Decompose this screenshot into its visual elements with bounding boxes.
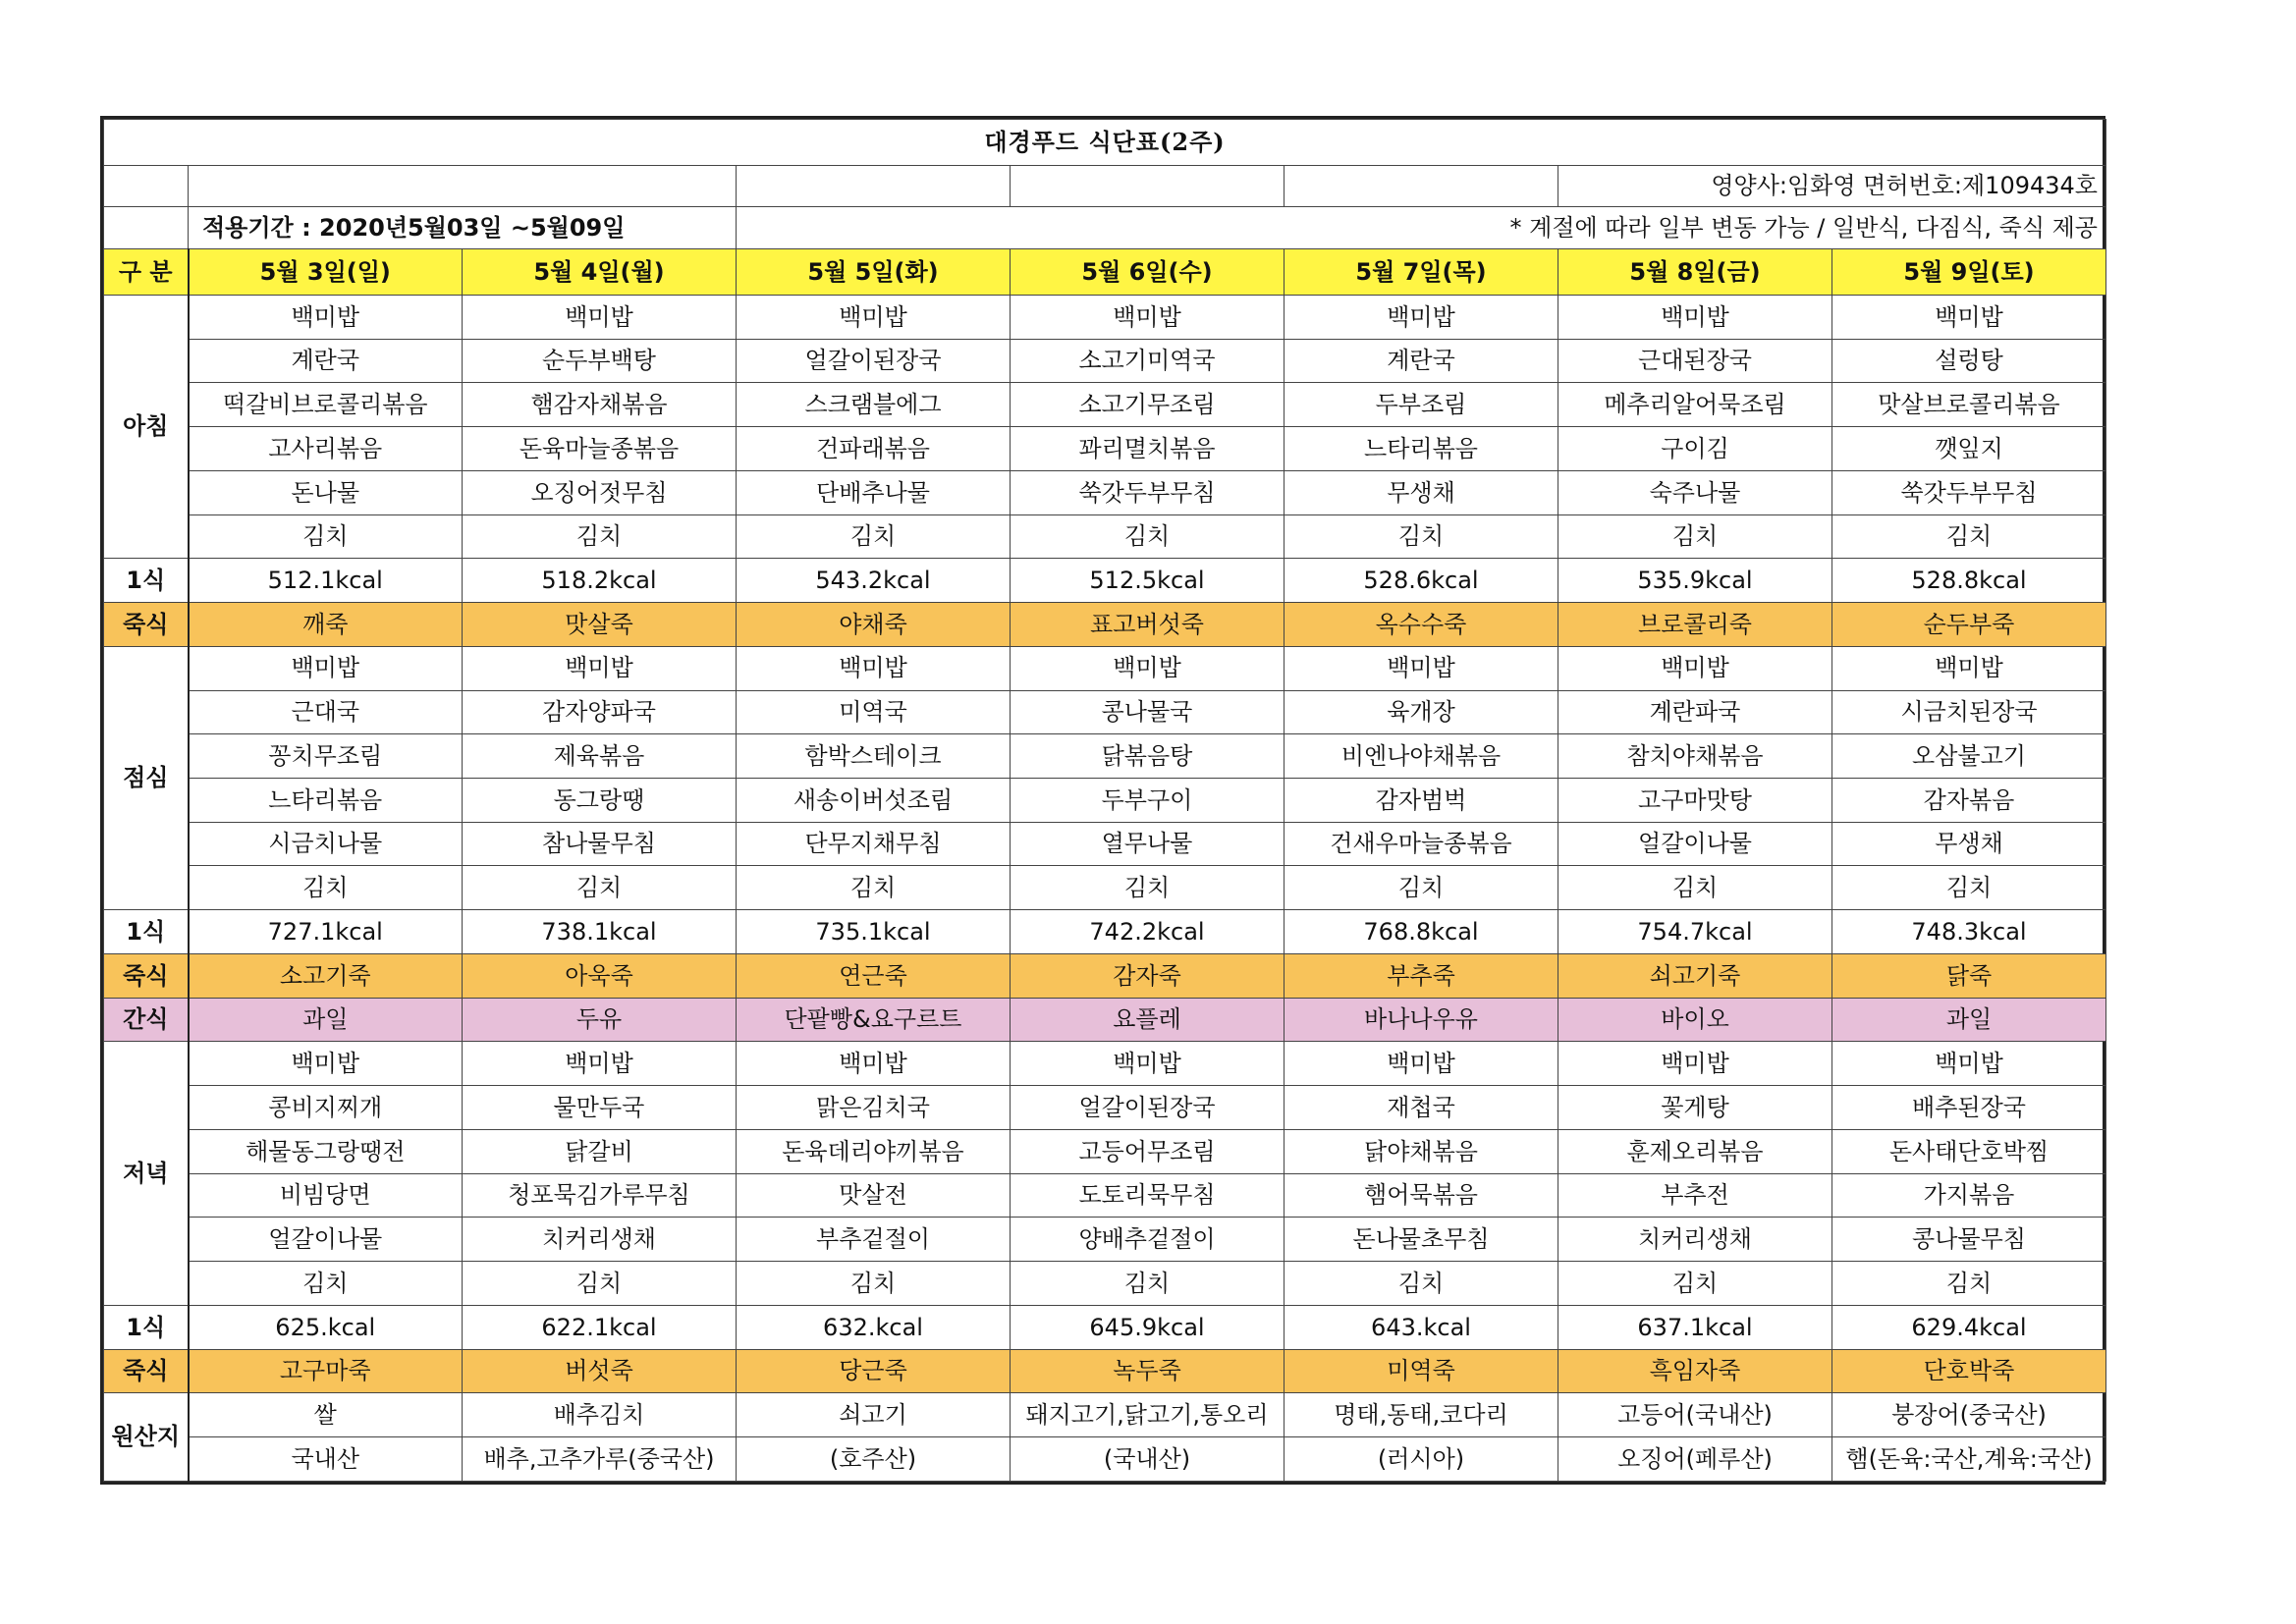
lunch-menu-row <box>104 822 2106 866</box>
menu-item: 김치 <box>189 866 463 910</box>
menu-item: 참나물무침 <box>463 822 737 866</box>
menu-item: 맑은김치국 <box>737 1086 1011 1130</box>
porridge-item: 녹두죽 <box>1011 1349 1285 1393</box>
snack-item: 바이오 <box>1558 998 1832 1042</box>
menu-item: 얼갈이나물 <box>189 1218 463 1262</box>
menu-item: 함박스테이크 <box>737 734 1011 779</box>
menu-item: 닭갈비 <box>463 1129 737 1173</box>
origin-item: 고등어(국내산) <box>1558 1393 1832 1437</box>
origin-item: (호주산) <box>737 1437 1011 1482</box>
menu-item: 김치 <box>1558 1262 1832 1306</box>
menu-item: 청포묵김가루무침 <box>463 1173 737 1218</box>
menu-item: 두부조림 <box>1285 383 1558 427</box>
origin-row <box>104 1393 2106 1437</box>
menu-item: 김치 <box>1011 514 1285 559</box>
menu-item: 김치 <box>737 1262 1011 1306</box>
menu-item: 돈사태단호박찜 <box>1832 1129 2106 1173</box>
snack-item: 과일 <box>1832 998 2106 1042</box>
blank-cell <box>737 165 1011 207</box>
menu-item: 열무나물 <box>1011 822 1285 866</box>
menu-item: 숙주나물 <box>1558 470 1832 514</box>
kcal-label: 1식 <box>104 910 189 954</box>
kcal-value: 645.9kcal <box>1011 1305 1285 1349</box>
menu-item: 백미밥 <box>737 646 1011 690</box>
menu-item: 백미밥 <box>1285 646 1558 690</box>
porridge-item: 소고기죽 <box>189 953 463 998</box>
kcal-value: 768.8kcal <box>1285 910 1558 954</box>
lunch-menu-row <box>104 779 2106 823</box>
dinner-menu-row <box>104 1218 2106 1262</box>
kcal-value: 754.7kcal <box>1558 910 1832 954</box>
menu-item: 치커리생채 <box>463 1218 737 1262</box>
lunch-porridge-row <box>104 953 2106 998</box>
kcal-value: 738.1kcal <box>463 910 737 954</box>
menu-item: 물만두국 <box>463 1086 737 1130</box>
menu-item: 쑥갓두부무침 <box>1011 470 1285 514</box>
kcal-value: 543.2kcal <box>737 559 1011 603</box>
lunch-label: 점심 <box>104 646 189 909</box>
menu-item: 백미밥 <box>463 646 737 690</box>
snack-item: 요플레 <box>1011 998 1285 1042</box>
lunch-menu-row <box>104 690 2106 734</box>
menu-item: 백미밥 <box>1558 646 1832 690</box>
lunch-menu-row <box>104 866 2106 910</box>
kcal-value: 748.3kcal <box>1832 910 2106 954</box>
blank-cell <box>1011 165 1285 207</box>
snack-label: 간식 <box>104 998 189 1042</box>
period-text: 적용기간 : 2020년5월03일 ~5월09일 <box>189 207 737 249</box>
breakfast-menu-row <box>104 295 2106 339</box>
blank-cell <box>1285 165 1558 207</box>
menu-item: 양배추겉절이 <box>1011 1218 1285 1262</box>
kcal-label: 1식 <box>104 1305 189 1349</box>
dinner-kcal-row <box>104 1305 2106 1349</box>
menu-item: 감자범벅 <box>1285 779 1558 823</box>
kcal-value: 535.9kcal <box>1558 559 1832 603</box>
menu-item: 돈나물초무침 <box>1285 1218 1558 1262</box>
menu-item: 백미밥 <box>189 1042 463 1086</box>
kcal-value: 637.1kcal <box>1558 1305 1832 1349</box>
origin-item: 배추,고추가루(중국산) <box>463 1437 737 1482</box>
breakfast-menu-row <box>104 339 2106 383</box>
page-title: 대경푸드 식단표(2주) <box>104 120 2106 166</box>
menu-item: 백미밥 <box>1011 295 1285 339</box>
nutritionist-info: 영양사:임화영 면허번호:제109434호 <box>1558 165 2106 207</box>
menu-item: 제육볶음 <box>463 734 737 779</box>
menu-item: 훈제오리볶음 <box>1558 1129 1832 1173</box>
breakfast-menu-row <box>104 470 2106 514</box>
menu-item: 백미밥 <box>1832 1042 2106 1086</box>
porridge-item: 깨죽 <box>189 603 463 647</box>
lunch-menu-row <box>104 734 2106 779</box>
menu-item: 설렁탕 <box>1832 339 2106 383</box>
menu-item: 김치 <box>1832 1262 2106 1306</box>
menu-item: 김치 <box>463 1262 737 1306</box>
menu-item: 김치 <box>1558 866 1832 910</box>
breakfast-menu-row <box>104 427 2106 471</box>
menu-item: 비엔나야채볶음 <box>1285 734 1558 779</box>
porridge-item: 표고버섯죽 <box>1011 603 1285 647</box>
menu-item: 김치 <box>189 514 463 559</box>
porridge-item: 부추죽 <box>1285 953 1558 998</box>
porridge-item: 순두부죽 <box>1832 603 2106 647</box>
snack-item: 과일 <box>189 998 463 1042</box>
menu-item: 백미밥 <box>1558 295 1832 339</box>
kcal-value: 622.1kcal <box>463 1305 737 1349</box>
porridge-label: 죽식 <box>104 953 189 998</box>
origin-item: 돼지고기,닭고기,통오리 <box>1011 1393 1285 1437</box>
menu-item: 계란국 <box>189 339 463 383</box>
dinner-menu-row <box>104 1042 2106 1086</box>
porridge-item: 버섯죽 <box>463 1349 737 1393</box>
menu-item: 콩나물국 <box>1011 690 1285 734</box>
menu-item: 해물동그랑땡전 <box>189 1129 463 1173</box>
menu-item: 돈나물 <box>189 470 463 514</box>
header-label: 구 분 <box>104 249 189 296</box>
origin-item: 쌀 <box>189 1393 463 1437</box>
menu-item: 맛살브로콜리볶음 <box>1832 383 2106 427</box>
menu-item: 동그랑땡 <box>463 779 737 823</box>
lunch-kcal-row <box>104 910 2106 954</box>
menu-item: 백미밥 <box>1011 1042 1285 1086</box>
origin-item: 오징어(페루산) <box>1558 1437 1832 1482</box>
menu-item: 햄감자채볶음 <box>463 383 737 427</box>
menu-item: 순두부백탕 <box>463 339 737 383</box>
menu-item: 가지볶음 <box>1832 1173 2106 1218</box>
menu-item: 얼갈이나물 <box>1558 822 1832 866</box>
menu-item: 근대된장국 <box>1558 339 1832 383</box>
menu-item: 김치 <box>737 514 1011 559</box>
dinner-porridge-row <box>104 1349 2106 1393</box>
menu-item: 백미밥 <box>1832 295 2106 339</box>
menu-item: 쑥갓두부무침 <box>1832 470 2106 514</box>
menu-item: 계란파국 <box>1558 690 1832 734</box>
lunch-menu-row <box>104 646 2106 690</box>
origin-item: 붕장어(중국산) <box>1832 1393 2106 1437</box>
porridge-label: 죽식 <box>104 1349 189 1393</box>
menu-item: 김치 <box>463 866 737 910</box>
porridge-item: 닭죽 <box>1832 953 2106 998</box>
menu-item: 치커리생채 <box>1558 1218 1832 1262</box>
origin-item: (국내산) <box>1011 1437 1285 1482</box>
kcal-value: 735.1kcal <box>737 910 1011 954</box>
menu-item: 느타리볶음 <box>1285 427 1558 471</box>
dinner-label: 저녁 <box>104 1042 189 1305</box>
kcal-value: 632.kcal <box>737 1305 1011 1349</box>
snack-item: 단팥빵&요구르트 <box>737 998 1011 1042</box>
menu-item: 김치 <box>1832 514 2106 559</box>
menu-item: 근대국 <box>189 690 463 734</box>
menu-item: 단무지채무침 <box>737 822 1011 866</box>
dinner-menu-row <box>104 1129 2106 1173</box>
menu-item: 돈육데리야끼볶음 <box>737 1129 1011 1173</box>
menu-item: 도토리묵무침 <box>1011 1173 1285 1218</box>
day-header: 5월 6일(수) <box>1011 249 1285 296</box>
menu-item: 백미밥 <box>463 295 737 339</box>
menu-item: 육개장 <box>1285 690 1558 734</box>
snack-row <box>104 998 2106 1042</box>
menu-note: * 계절에 따라 일부 변동 가능 / 일반식, 다짐식, 죽식 제공 <box>737 207 2106 249</box>
menu-item: 백미밥 <box>737 295 1011 339</box>
menu-item: 무생채 <box>1285 470 1558 514</box>
menu-item: 김치 <box>1285 514 1558 559</box>
blank-cell <box>104 207 189 249</box>
day-header-row <box>104 249 2106 296</box>
menu-item: 백미밥 <box>1285 295 1558 339</box>
porridge-item: 옥수수죽 <box>1285 603 1558 647</box>
menu-item: 새송이버섯조림 <box>737 779 1011 823</box>
menu-item: 돈육마늘종볶음 <box>463 427 737 471</box>
menu-item: 부추겉절이 <box>737 1218 1011 1262</box>
porridge-item: 감자죽 <box>1011 953 1285 998</box>
menu-item: 콩나물무침 <box>1832 1218 2106 1262</box>
menu-item: 고등어무조림 <box>1011 1129 1285 1173</box>
day-header: 5월 7일(목) <box>1285 249 1558 296</box>
origin-item: 햄(돈육:국산,계육:국산) <box>1832 1437 2106 1482</box>
menu-item: 김치 <box>1285 866 1558 910</box>
menu-item: 건파래볶음 <box>737 427 1011 471</box>
dinner-menu-row <box>104 1086 2106 1130</box>
porridge-item: 야채죽 <box>737 603 1011 647</box>
menu-item: 꽈리멸치볶음 <box>1011 427 1285 471</box>
breakfast-porridge-row <box>104 603 2106 647</box>
menu-item: 건새우마늘종볶음 <box>1285 822 1558 866</box>
menu-item: 시금치나물 <box>189 822 463 866</box>
porridge-item: 쇠고기죽 <box>1558 953 1832 998</box>
porridge-item: 미역죽 <box>1285 1349 1558 1393</box>
dinner-menu-row <box>104 1173 2106 1218</box>
porridge-label: 죽식 <box>104 603 189 647</box>
menu-table <box>103 119 2106 1482</box>
menu-item: 떡갈비브로콜리볶음 <box>189 383 463 427</box>
menu-item: 참치야채볶음 <box>1558 734 1832 779</box>
snack-item: 두유 <box>463 998 737 1042</box>
menu-item: 소고기미역국 <box>1011 339 1285 383</box>
breakfast-kcal-row <box>104 559 2106 603</box>
blank-cell <box>104 165 189 207</box>
menu-item: 시금치된장국 <box>1832 690 2106 734</box>
menu-item: 김치 <box>1832 866 2106 910</box>
porridge-item: 당근죽 <box>737 1349 1011 1393</box>
day-header: 5월 3일(일) <box>189 249 463 296</box>
menu-item: 김치 <box>463 514 737 559</box>
origin-row <box>104 1437 2106 1482</box>
menu-item: 백미밥 <box>1832 646 2106 690</box>
menu-item: 맛살전 <box>737 1173 1011 1218</box>
origin-item: 배추김치 <box>463 1393 737 1437</box>
porridge-item: 고구마죽 <box>189 1349 463 1393</box>
menu-item: 계란국 <box>1285 339 1558 383</box>
day-header: 5월 8일(금) <box>1558 249 1832 296</box>
menu-item: 닭볶음탕 <box>1011 734 1285 779</box>
menu-item: 백미밥 <box>1011 646 1285 690</box>
menu-item: 무생채 <box>1832 822 2106 866</box>
menu-item: 백미밥 <box>189 295 463 339</box>
menu-sheet <box>100 116 2105 1485</box>
menu-item: 꽃게탕 <box>1558 1086 1832 1130</box>
kcal-value: 643.kcal <box>1285 1305 1558 1349</box>
menu-item: 김치 <box>189 1262 463 1306</box>
kcal-value: 528.6kcal <box>1285 559 1558 603</box>
kcal-value: 512.5kcal <box>1011 559 1285 603</box>
dinner-menu-row <box>104 1262 2106 1306</box>
menu-item: 김치 <box>737 866 1011 910</box>
breakfast-menu-row <box>104 514 2106 559</box>
menu-item: 백미밥 <box>189 646 463 690</box>
menu-item: 스크램블에그 <box>737 383 1011 427</box>
kcal-label: 1식 <box>104 559 189 603</box>
menu-item: 구이김 <box>1558 427 1832 471</box>
menu-item: 단배추나물 <box>737 470 1011 514</box>
menu-item: 얼갈이된장국 <box>1011 1086 1285 1130</box>
day-header: 5월 4일(월) <box>463 249 737 296</box>
menu-item: 김치 <box>1558 514 1832 559</box>
menu-item: 김치 <box>1011 1262 1285 1306</box>
kcal-value: 727.1kcal <box>189 910 463 954</box>
menu-item: 백미밥 <box>463 1042 737 1086</box>
menu-item: 오징어젓무침 <box>463 470 737 514</box>
menu-item: 비빔당면 <box>189 1173 463 1218</box>
day-header: 5월 9일(토) <box>1832 249 2106 296</box>
menu-item: 감자볶음 <box>1832 779 2106 823</box>
menu-item: 김치 <box>1011 866 1285 910</box>
menu-item: 고사리볶음 <box>189 427 463 471</box>
kcal-value: 528.8kcal <box>1832 559 2106 603</box>
snack-item: 바나나우유 <box>1285 998 1558 1042</box>
menu-item: 김치 <box>1285 1262 1558 1306</box>
menu-item: 백미밥 <box>1558 1042 1832 1086</box>
menu-item: 백미밥 <box>1285 1042 1558 1086</box>
menu-item: 깻잎지 <box>1832 427 2106 471</box>
kcal-value: 512.1kcal <box>189 559 463 603</box>
origin-item: 쇠고기 <box>737 1393 1011 1437</box>
porridge-item: 맛살죽 <box>463 603 737 647</box>
origin-item: (러시아) <box>1285 1437 1558 1482</box>
day-header: 5월 5일(화) <box>737 249 1011 296</box>
menu-item: 닭야채볶음 <box>1285 1129 1558 1173</box>
breakfast-menu-row <box>104 383 2106 427</box>
menu-item: 감자양파국 <box>463 690 737 734</box>
menu-item: 재첩국 <box>1285 1086 1558 1130</box>
blank-cell <box>189 165 737 207</box>
kcal-value: 625.kcal <box>189 1305 463 1349</box>
menu-item: 꽁치무조림 <box>189 734 463 779</box>
menu-item: 느타리볶음 <box>189 779 463 823</box>
origin-item: 명태,동태,코다리 <box>1285 1393 1558 1437</box>
menu-item: 미역국 <box>737 690 1011 734</box>
menu-item: 햄어묵볶음 <box>1285 1173 1558 1218</box>
menu-item: 두부구이 <box>1011 779 1285 823</box>
porridge-item: 브로콜리죽 <box>1558 603 1832 647</box>
porridge-item: 단호박죽 <box>1832 1349 2106 1393</box>
menu-item: 부추전 <box>1558 1173 1832 1218</box>
kcal-value: 742.2kcal <box>1011 910 1285 954</box>
porridge-item: 연근죽 <box>737 953 1011 998</box>
menu-item: 소고기무조림 <box>1011 383 1285 427</box>
kcal-value: 629.4kcal <box>1832 1305 2106 1349</box>
menu-item: 메추리알어묵조림 <box>1558 383 1832 427</box>
origin-label: 원산지 <box>104 1393 189 1482</box>
menu-item: 얼갈이된장국 <box>737 339 1011 383</box>
menu-item: 오삼불고기 <box>1832 734 2106 779</box>
breakfast-label: 아침 <box>104 295 189 558</box>
porridge-item: 아욱죽 <box>463 953 737 998</box>
menu-item: 고구마맛탕 <box>1558 779 1832 823</box>
menu-item: 배추된장국 <box>1832 1086 2106 1130</box>
porridge-item: 흑임자죽 <box>1558 1349 1832 1393</box>
menu-item: 백미밥 <box>737 1042 1011 1086</box>
kcal-value: 518.2kcal <box>463 559 737 603</box>
menu-item: 콩비지찌개 <box>189 1086 463 1130</box>
origin-item: 국내산 <box>189 1437 463 1482</box>
